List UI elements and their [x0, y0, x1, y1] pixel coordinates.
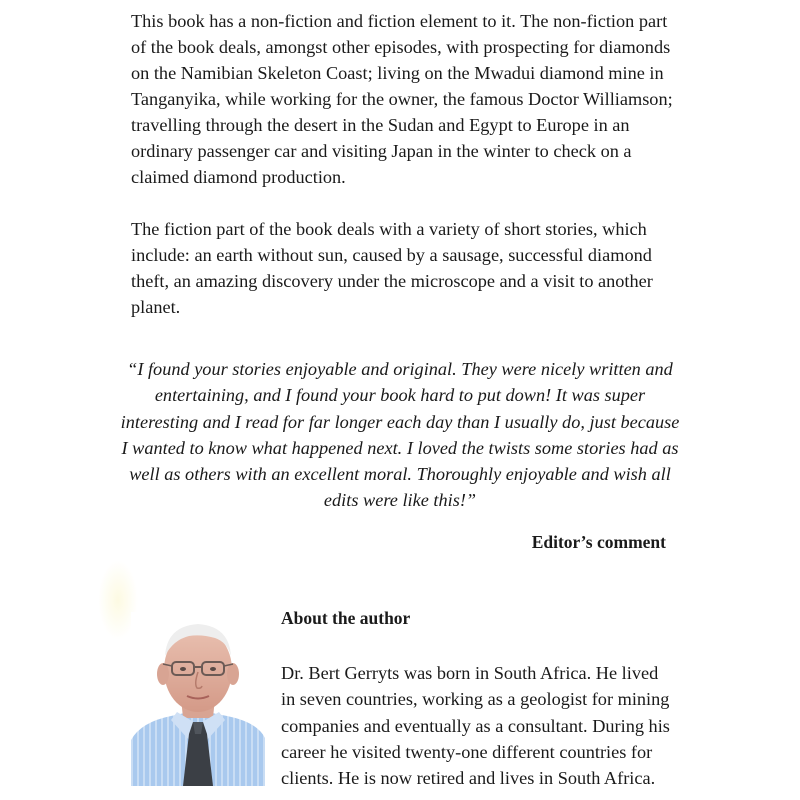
quote-attribution: Editor’s comment: [531, 532, 666, 552]
about-author-heading: About the author: [281, 608, 411, 628]
author-photo: [131, 612, 265, 786]
author-bio: Dr. Bert Gerryts was born in South Africa. He lived in seven countries, working as a geologist for mining companies and eventually as a consultant. During his career he visited twenty-one different countries for clients. He is now retired and lives in South Africa.: [281, 663, 670, 789]
author-portrait-image: [131, 612, 265, 786]
editor-quote: “I found your stories enjoyable and original. They were nicely written and entertaining, and I found your book hard to put down! It was super interesting and I read for far longer each day than I usually do, just because I wanted to know what happened next. I loved the twists some stories had as well as others with an excellent moral. Thoroughly enjoyable and wish all edits were like this!”: [120, 359, 680, 511]
fiction-paragraph: The fiction part of the book deals with a variety of short stories, which include: an earth without sun, caused by a sausage, successful diamond theft, an amazing discovery under the microscope and a visit to another planet.: [131, 219, 653, 317]
nonfiction-paragraph: This book has a non-fiction and fiction element to it. The non-fiction part of the book deals, amongst other episodes, with prospecting for diamonds on the Namibian Skeleton Coast; living on the Mwadui diamond mine in Tanganyika, while working for the owner, the famous Doctor Williamson; travelling through the desert in the Sudan and Egypt to Europe in an ordinary passenger car and visiting Japan in the winter to check on a claimed diamond production.: [131, 11, 673, 187]
